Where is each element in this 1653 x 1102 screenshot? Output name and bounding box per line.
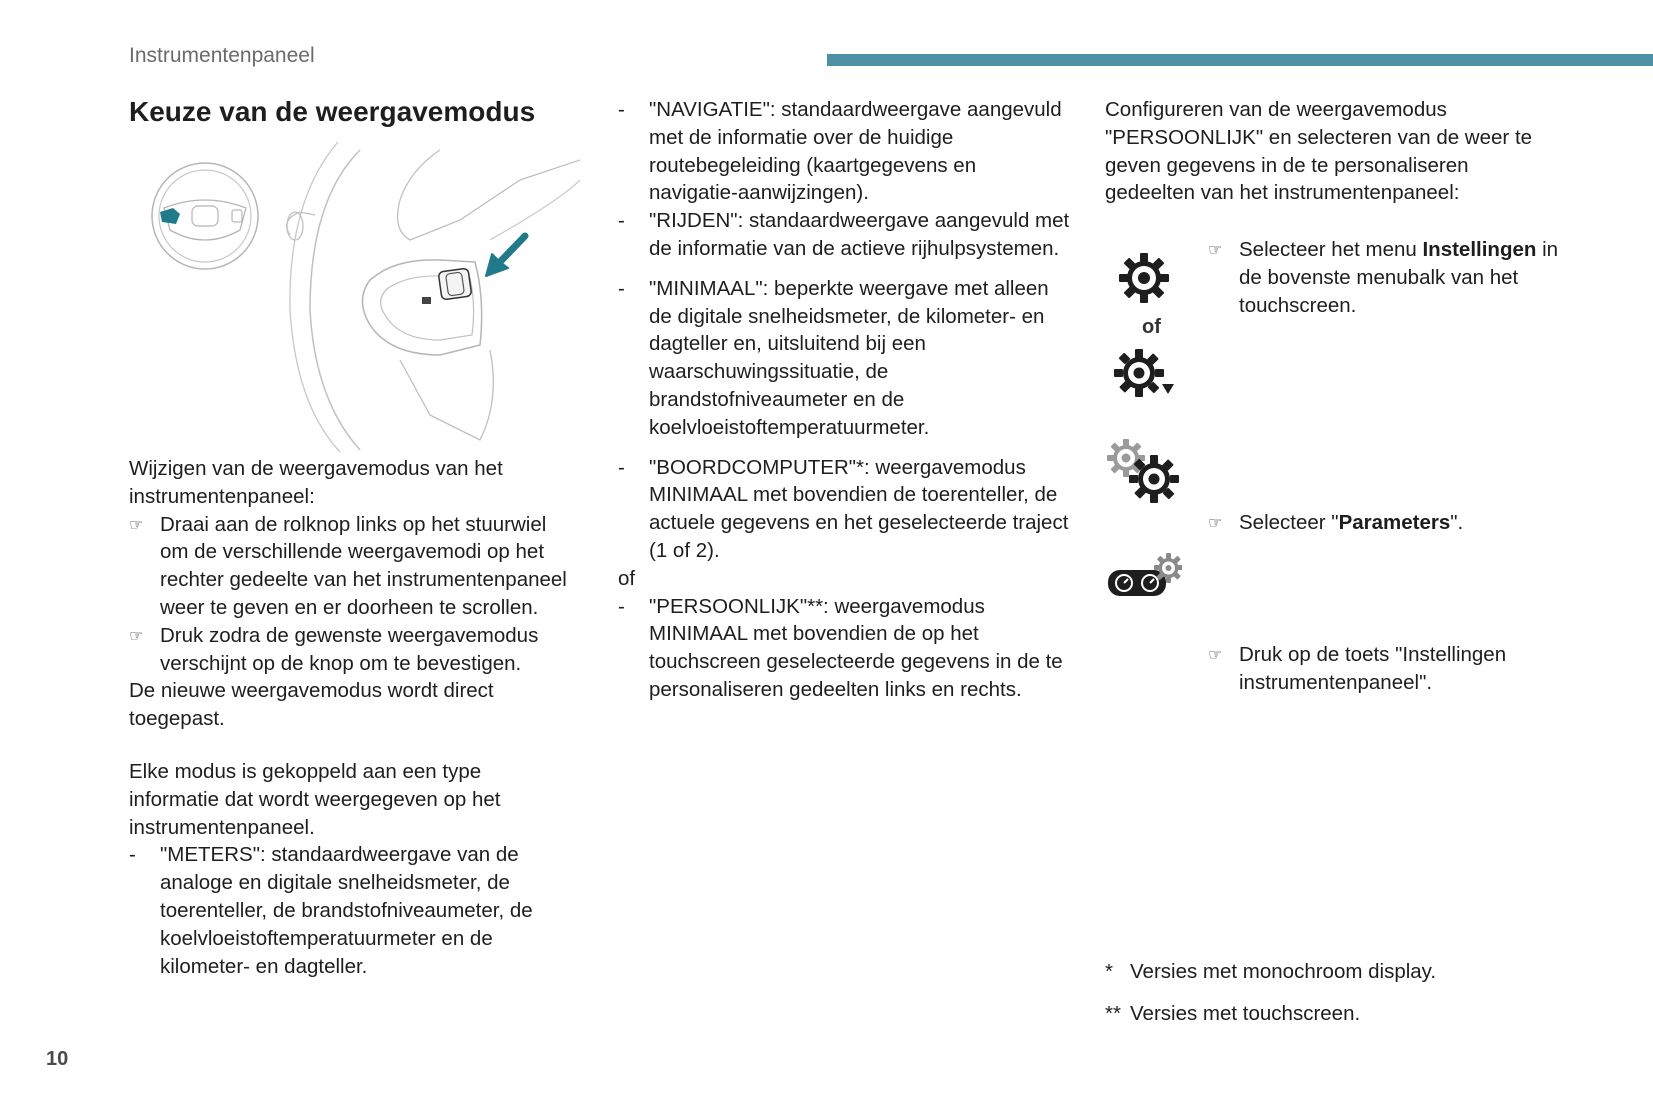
header-accent-bar bbox=[827, 54, 1653, 66]
mode-meters: - "METERS": standaardweergave van de analoge en digitale snelheidsmeter, de toerenteller, de brandstofniveaumeter, de koelvloeistoftemperatuurmeter en de kilometer- en dagteller. bbox=[129, 843, 533, 978]
settings-gear-dropdown-icon bbox=[1114, 348, 1178, 402]
steering-wheel-illustration bbox=[140, 140, 580, 455]
footnote-2: ** Versies met touchscreen. bbox=[1105, 1002, 1361, 1025]
mode-boordcomputer: - "BOORDCOMPUTER"*: weergavemodus MINIMAAL met bovendien de toerenteller, de actuele gegevens en het geselecteerde traject (1 of 2). bbox=[618, 455, 1069, 562]
instrument-panel-settings-icon bbox=[1106, 552, 1182, 600]
hand-pointer-icon: ☞ bbox=[129, 516, 144, 534]
footnote-1: * Versies met monochroom display. bbox=[1105, 960, 1437, 983]
col1-modes-intro: Elke modus is gekoppeld aan een type informatie dat wordt weergegeven op het instrumentenpaneel. bbox=[129, 759, 501, 839]
page-number: 10 bbox=[46, 1048, 69, 1070]
col3-step-3: ☞ Druk op de toets "Instellingen instrumentenpaneel". bbox=[1208, 643, 1507, 694]
steering-wheel-inset-icon bbox=[152, 163, 258, 269]
hand-pointer-icon: ☞ bbox=[1208, 242, 1223, 259]
page-title: Keuze van de weergavemodus bbox=[129, 96, 536, 127]
mode-persoonlijk: - "PERSOONLIJK"**: weergavemodus MINIMAAL met bovendien de op het touchscreen geselecteerde gegevens in de te personaliseren gedeelten links en rechts. bbox=[618, 594, 1063, 701]
hand-pointer-icon: ☞ bbox=[1208, 515, 1223, 533]
icon-or-label: of bbox=[1142, 316, 1161, 338]
parameters-gears-icon bbox=[1106, 438, 1182, 504]
column-2 bbox=[618, 96, 1070, 704]
mode-rijden: - "RIJDEN": standaardweergave aangevuld met de informatie van de actieve rijhulpsystemen. bbox=[618, 209, 1070, 260]
col3-intro: Configureren van de weergavemodus "PERSOONLIJK" en selecteren van de weer te geven gegevens in de te personaliseren gedeelten van het instrumentenpaneel: bbox=[1105, 98, 1533, 205]
col3-step-2: ☞ Selecteer "Parameters". bbox=[1208, 509, 1579, 537]
col1-result: De nieuwe weergavemodus wordt direct toegepast. bbox=[129, 679, 494, 731]
mode-or: of bbox=[618, 566, 636, 590]
mode-minimaal: - "MINIMAAL": beperkte weergave met alleen de digitale snelheidsmeter, de kilometer- en dagteller en, uitsluitend bij een waarschuwingssituatie, de brandstofniveaumeter en de koelvloeistoftemperatuurmeter. bbox=[618, 276, 1049, 439]
col1-step-1: ☞ Draai aan de rolknop links op het stuurwiel om de verschillende weergavemodi op het rechter gedeelte van het instrumentenpaneel weer te geven en er doorheen te scrollen. bbox=[129, 512, 567, 619]
hand-pointer-icon: ☞ bbox=[129, 627, 144, 645]
mode-navigatie: - "NAVIGATIE": standaardweergave aangevuld met de informatie over de huidige routebegeleiding (kaartgegevens en navigatie-aanwijzingen). bbox=[618, 98, 1062, 205]
hand-pointer-icon: ☞ bbox=[1208, 647, 1223, 665]
column-1 bbox=[129, 455, 569, 980]
settings-gear-icon bbox=[1118, 252, 1170, 304]
col1-intro: Wijzigen van de weergavemodus van het instrumentenpaneel: bbox=[129, 457, 503, 508]
col3-step-1: ☞ Selecteer het menu Instellingen in de bovenste menubalk van het touchscreen. bbox=[1208, 238, 1559, 317]
section-label: Instrumentenpaneel bbox=[129, 44, 315, 67]
col1-step-2: ☞ Druk zodra de gewenste weergavemodus verschijnt op de knop om te bevestigen. bbox=[129, 623, 539, 675]
